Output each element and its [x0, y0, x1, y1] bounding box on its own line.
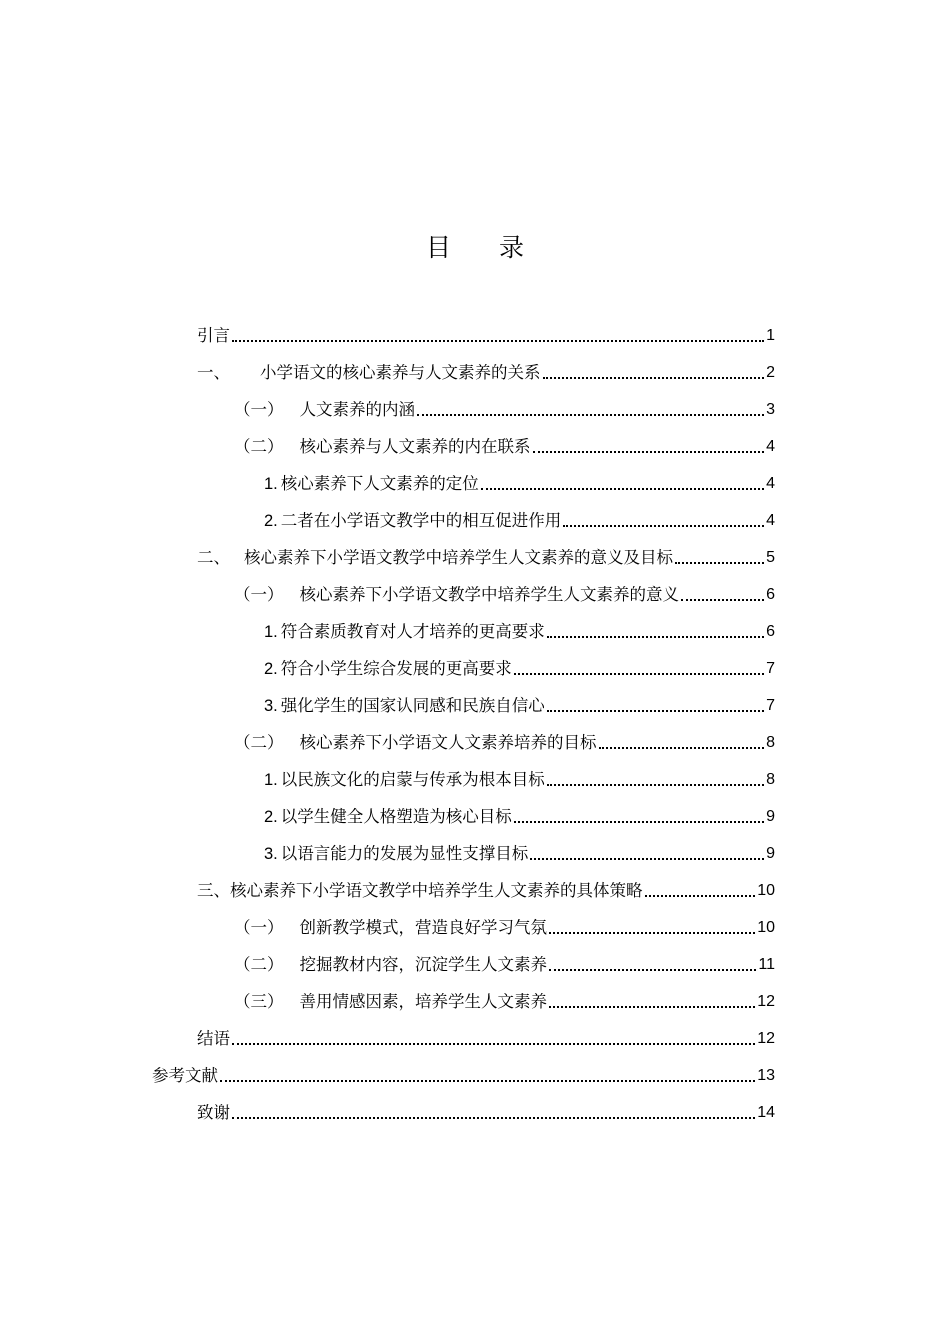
toc-entry-prefix: （三）: [234, 992, 284, 1011]
toc-entry-label: [264, 472, 479, 496]
toc-page-number: 13: [757, 1067, 775, 1084]
toc-leader-dots: [543, 377, 765, 379]
toc-leader-dots: [547, 636, 764, 638]
toc-entry-label: 结语: [197, 1029, 230, 1048]
toc-entry-prefix: 2.: [264, 660, 278, 678]
toc-page-number: 6: [766, 586, 775, 603]
toc-page-number: 9: [766, 845, 775, 862]
toc-page-number: 11: [758, 956, 775, 973]
toc-page-number: 7: [766, 660, 775, 677]
toc-entry-section-3-3[interactable]: [234, 990, 775, 1014]
toc-page-number: 9: [766, 808, 775, 825]
toc-entry-text: 小学语文的核心素养与人文素养的关系: [260, 363, 541, 382]
toc-entry-text: 以学生健全人格塑造为核心目标: [280, 807, 512, 826]
toc-entry-prefix: 2.: [264, 808, 278, 826]
toc-leader-dots: [645, 895, 756, 897]
toc-entry-section-2-2[interactable]: [234, 731, 775, 755]
toc-entry-section-2[interactable]: [197, 546, 775, 570]
toc-page-number: 8: [766, 771, 775, 788]
toc-entry-label: 引言: [197, 326, 230, 345]
toc-entry-label: [234, 435, 531, 459]
toc-page-number: 4: [766, 475, 775, 492]
toc-entry-acknowledgements[interactable]: [197, 1101, 775, 1125]
toc-page-number: 8: [766, 734, 775, 751]
toc-page-number: 7: [766, 697, 775, 714]
toc-entry-label: 三、核心素养下小学语文教学中培养学生人文素养的具体策略: [197, 881, 643, 900]
toc-page-number: 14: [757, 1104, 775, 1121]
toc-entry-prefix: 1.: [264, 475, 278, 493]
toc-entry-text: 核心素养下小学语文教学中培养学生人文素养的意义: [299, 585, 679, 604]
toc-entry-prefix: 二、: [197, 548, 230, 567]
toc-entry-label: [264, 842, 528, 866]
toc-leader-dots: [547, 710, 764, 712]
toc-entry-text: 以民族文化的启蒙与传承为根本目标: [280, 770, 545, 789]
toc-leader-dots: [549, 1006, 755, 1008]
toc-page-number: 6: [766, 623, 775, 640]
toc-entry-label: 参考文献: [152, 1066, 218, 1085]
toc-page-number: 2: [766, 364, 775, 381]
toc-entry-label: [264, 509, 561, 533]
toc-entry-text: 核心素养下小学语文教学中培养学生人文素养的意义及目标: [244, 548, 673, 567]
toc-entry-label: [234, 731, 597, 755]
toc-entry-section-2-2-2[interactable]: [264, 805, 775, 829]
toc-leader-dots: [220, 1080, 755, 1082]
toc-entry-prefix: （一）: [234, 400, 284, 419]
toc-entry-prefix: 3.: [264, 845, 278, 863]
toc-page-number: 5: [766, 549, 775, 566]
toc-entry-text: 挖掘教材内容，沉淀学生人文素养: [299, 955, 547, 974]
toc-entry-section-3-2[interactable]: [234, 953, 775, 977]
toc-entry-prefix: （一）: [234, 585, 284, 604]
toc-entry-section-1-1[interactable]: [234, 398, 775, 422]
toc-entry-section-2-1-3[interactable]: [264, 694, 775, 718]
toc-entry-prefix: 1.: [264, 623, 278, 641]
toc-page-number: 3: [766, 401, 775, 418]
toc-page-number: 4: [766, 512, 775, 529]
toc-entry-text: 符合小学生综合发展的更高要求: [280, 659, 512, 678]
toc-entry-conclusion[interactable]: [197, 1027, 775, 1051]
toc-entry-intro[interactable]: [197, 324, 775, 348]
toc-entry-prefix: （二）: [234, 733, 284, 752]
toc-entry-prefix: 一、: [197, 363, 230, 382]
toc-entry-section-1-2[interactable]: [234, 435, 775, 459]
toc-leader-dots: [232, 1117, 755, 1119]
toc-entry-prefix: 1.: [264, 771, 278, 789]
toc-entry-text: 善用情感因素，培养学生人文素养: [299, 992, 547, 1011]
toc-leader-dots: [232, 1043, 755, 1045]
toc-entry-text: 核心素养下人文素养的定位: [280, 474, 479, 493]
toc-leader-dots: [547, 784, 764, 786]
toc-page-number: 1: [766, 327, 775, 344]
toc-entry-references[interactable]: [152, 1064, 775, 1088]
toc-leader-dots: [417, 414, 764, 416]
toc-entry-prefix: （二）: [234, 955, 284, 974]
toc-entry-text: 人文素养的内涵: [299, 400, 415, 419]
toc-leader-dots: [232, 340, 764, 342]
toc-leader-dots: [599, 747, 765, 749]
toc-entry-label: [234, 990, 547, 1014]
toc-entry-text: 强化学生的国家认同感和民族自信心: [280, 696, 545, 715]
toc-entry-label: [197, 546, 673, 570]
toc-entry-label: [234, 583, 679, 607]
toc-entry-label: [234, 916, 547, 940]
toc-leader-dots: [681, 599, 764, 601]
toc-entry-text: 符合素质教育对人才培养的更高要求: [280, 622, 545, 641]
toc-page-number: 12: [757, 993, 775, 1010]
toc-entry-section-3-1[interactable]: [234, 916, 775, 940]
toc-entry-section-2-1-1[interactable]: [264, 620, 775, 644]
toc-page-number: 12: [757, 1030, 775, 1047]
toc-leader-dots: [514, 673, 764, 675]
toc-entry-section-1-2-2[interactable]: [264, 509, 775, 533]
toc-entry-section-2-2-3[interactable]: [264, 842, 775, 866]
toc-entry-label: [197, 361, 541, 385]
toc-entry-section-2-2-1[interactable]: [264, 768, 775, 792]
toc-entry-text: 以语言能力的发展为显性支撑目标: [280, 844, 529, 863]
toc-leader-dots: [514, 821, 764, 823]
toc-entry-text: 核心素养与人文素养的内在联系: [299, 437, 531, 456]
toc-entry-prefix: （一）: [234, 918, 284, 937]
toc-leader-dots: [675, 562, 764, 564]
toc-entry-label: 致谢: [197, 1103, 230, 1122]
toc-entry-prefix: 2.: [264, 512, 278, 530]
toc-leader-dots: [549, 969, 756, 971]
page-title: 目 录: [426, 233, 544, 262]
toc-entry-text: 创新教学模式，营造良好学习气氛: [299, 918, 547, 937]
toc-entry-text: 二者在小学语文教学中的相互促进作用: [280, 511, 562, 530]
toc-entry-label: [234, 953, 547, 977]
toc-page-number: 4: [766, 438, 775, 455]
toc-entry-section-2-1-2[interactable]: [264, 657, 775, 681]
toc-entry-prefix: （二）: [234, 437, 284, 456]
toc-entry-section-1-2-1[interactable]: [264, 472, 775, 496]
toc-entry-label: [234, 398, 415, 422]
toc-entry-label: [264, 694, 545, 718]
toc-leader-dots: [563, 525, 764, 527]
toc-entry-label: [264, 805, 512, 829]
toc-entry-section-1[interactable]: [197, 361, 775, 385]
toc-page-number: 10: [757, 882, 775, 899]
toc-entry-label: [264, 657, 512, 681]
toc-leader-dots: [481, 488, 764, 490]
toc-leader-dots: [530, 858, 764, 860]
toc-entry-prefix: 3.: [264, 697, 278, 715]
toc-entry-text: 核心素养下小学语文人文素养培养的目标: [299, 733, 597, 752]
toc-page-number: 10: [757, 919, 775, 936]
toc-entry-label: [264, 768, 545, 792]
toc-leader-dots: [533, 451, 765, 453]
toc-entry-label: [264, 620, 545, 644]
toc-entry-section-2-1[interactable]: [234, 583, 775, 607]
toc-leader-dots: [549, 932, 755, 934]
toc-entry-section-3[interactable]: [197, 879, 775, 903]
